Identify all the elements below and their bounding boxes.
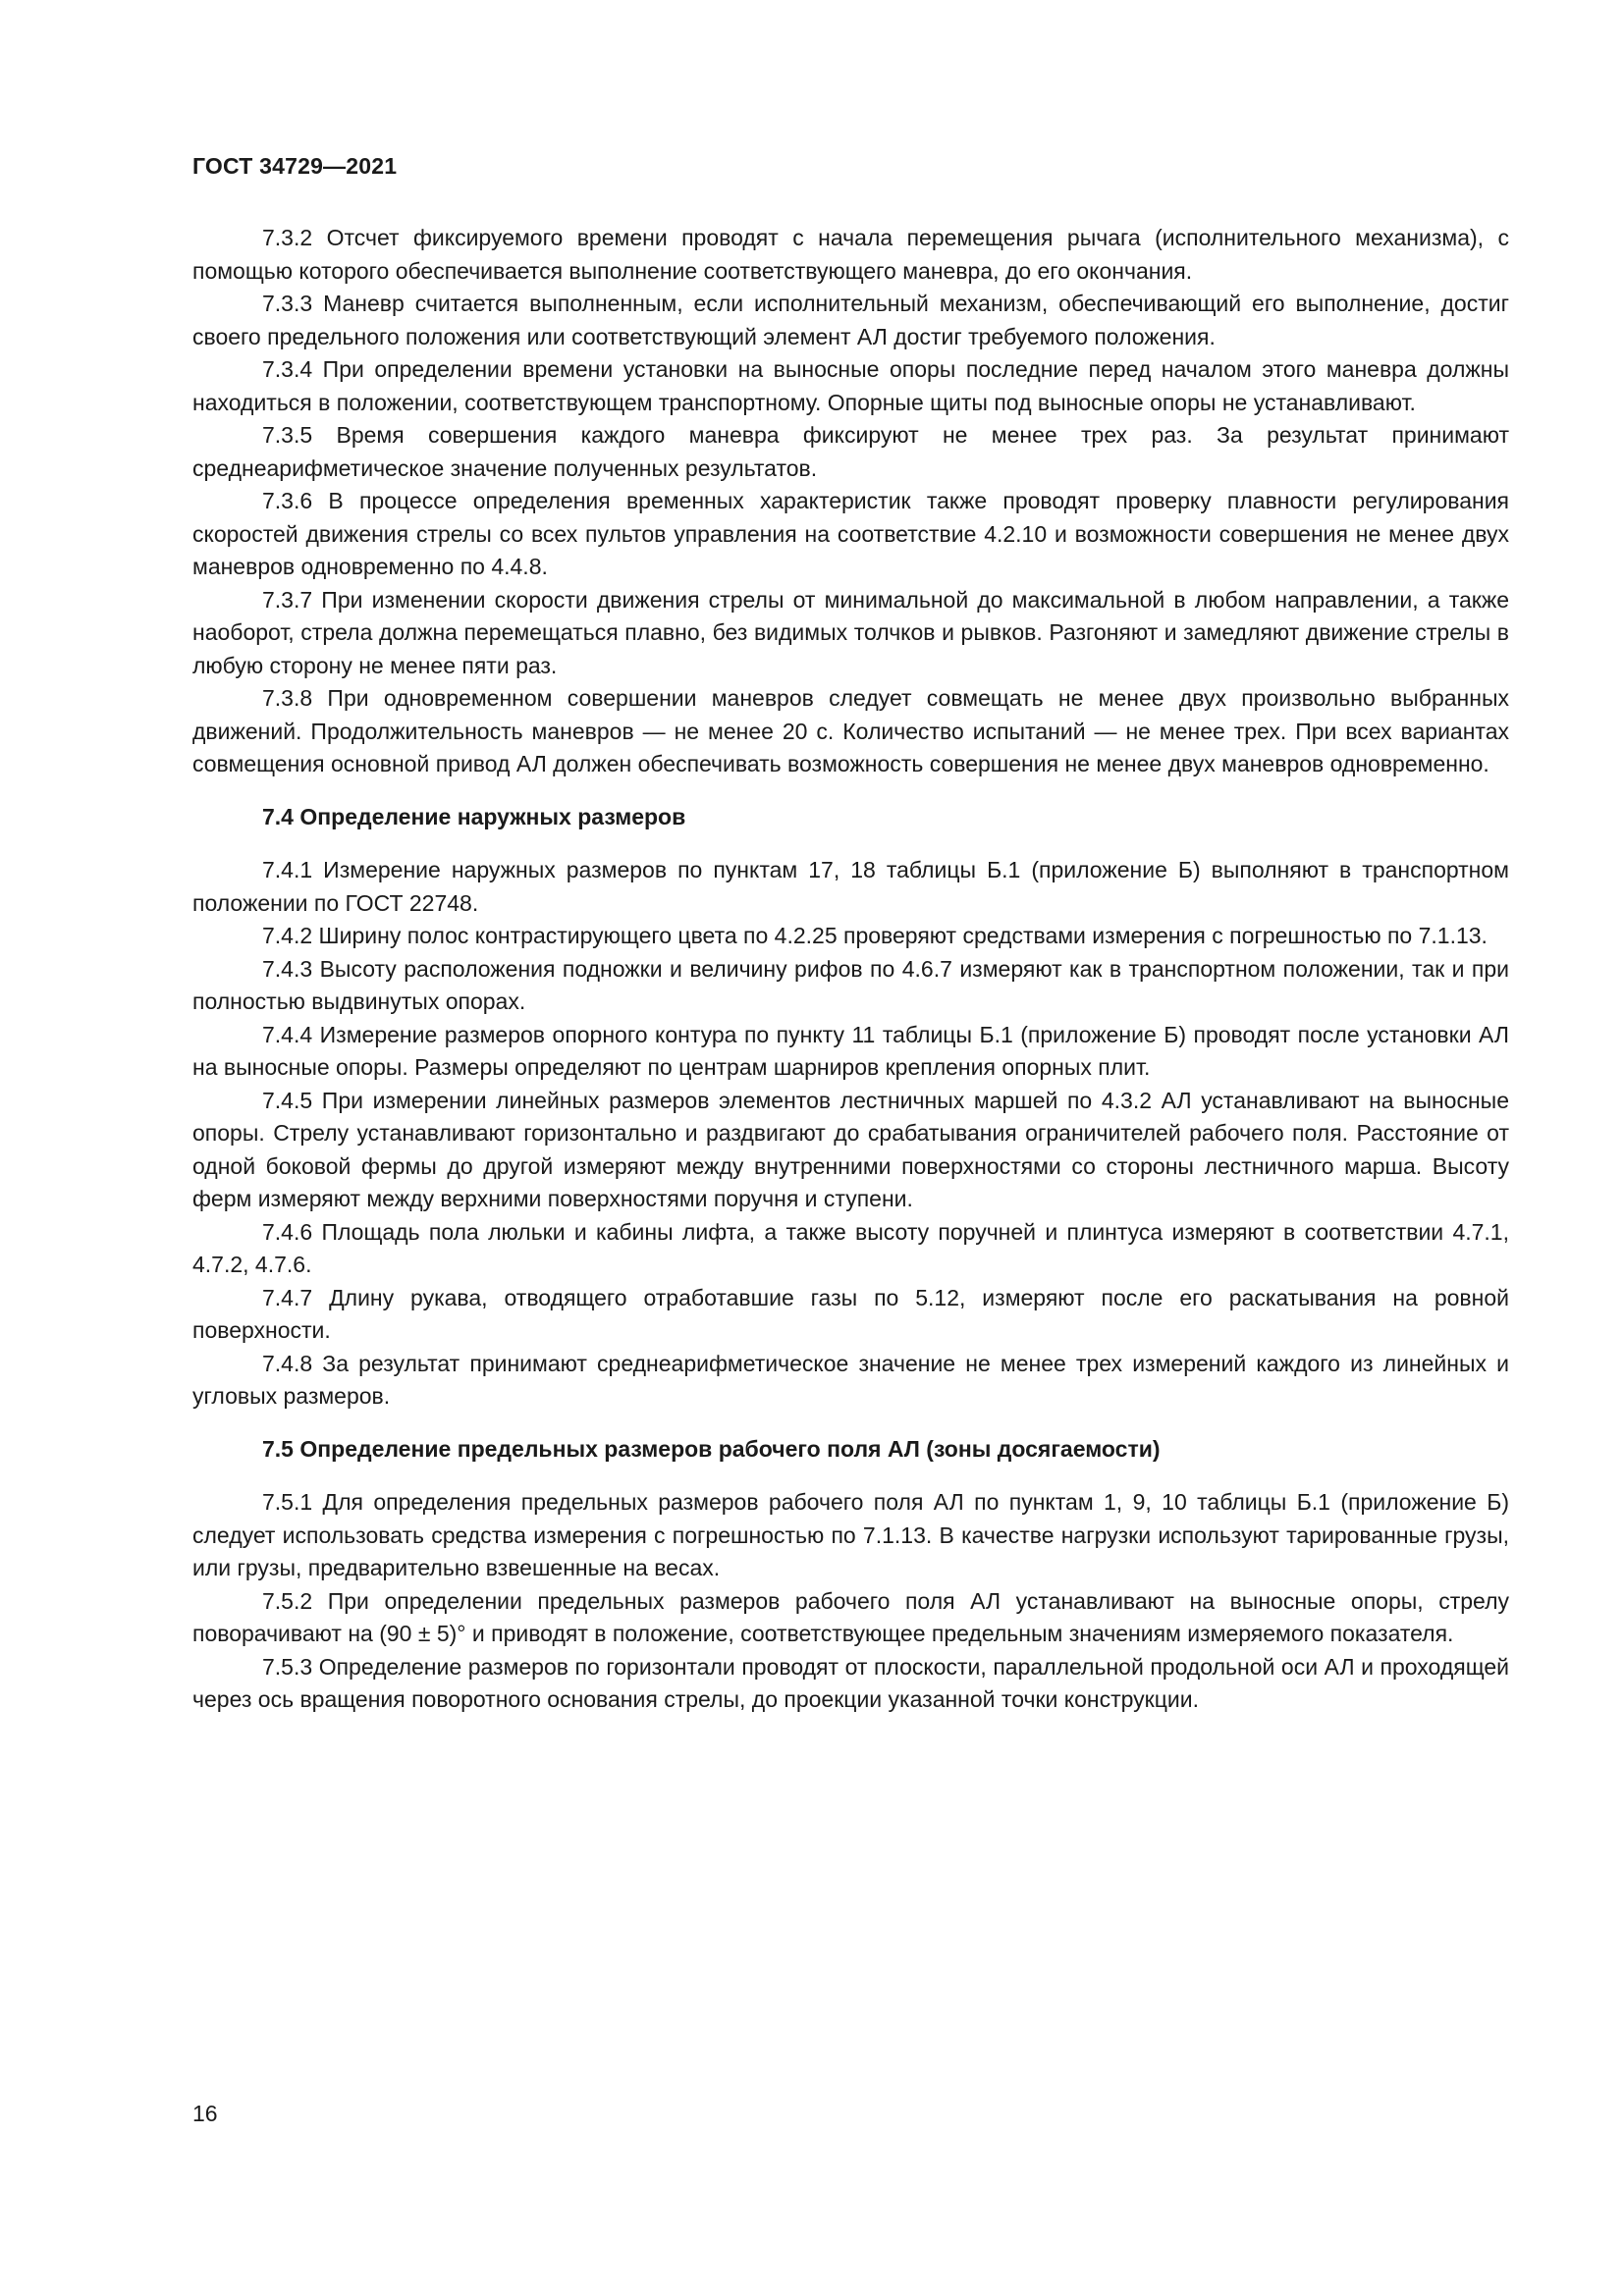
paragraph-7-5-1: 7.5.1 Для определения предельных размеров рабочего поля АЛ по пунктам 1, 9, 10 таблицы Б.1 (приложение Б) следует использовать средства измерения с погрешностью по 7.1.13. В качестве нагрузки используют тарированные грузы, или грузы, предварительно взвешенные на весах. xyxy=(192,1489,1509,1580)
paragraph-7-3-7: 7.3.7 При изменении скорости движения стрелы от минимальной до максимальной в любом направлении, а также наоборот, стрела должна перемещаться плавно, без видимых толчков и рывков. Разгоняют и замедляют движение стрелы в любую сторону не менее пяти раз. xyxy=(192,586,1509,678)
paragraph-7-3-2: 7.3.2 Отсчет фиксируемого времени проводят с начала перемещения рычага (исполнительного механизма), с помощью которого обеспечивается выполнение соответствующего маневра, до его окончания. xyxy=(192,225,1509,284)
document-header: ГОСТ 34729—2021 xyxy=(192,153,398,179)
paragraph-7-4-4: 7.4.4 Измерение размеров опорного контура по пункту 11 таблицы Б.1 (приложение Б) проводят после установки АЛ на выносные опоры. Размеры определяют по центрам шарниров крепления опорных плит. xyxy=(192,1021,1509,1080)
paragraph-7-5-2: 7.5.2 При определении предельных размеров рабочего поля АЛ устанавливают на выносные опоры, стрелу поворачивают на (90 ± 5)° и приводят в положение, соответствующее предельным значениям измеряемого показателя. xyxy=(192,1587,1509,1646)
paragraph-7-4-7: 7.4.7 Длину рукава, отводящего отработавшие газы по 5.12, измеряют после его раскатывания на ровной поверхности. xyxy=(192,1284,1509,1343)
paragraph-7-3-5: 7.3.5 Время совершения каждого маневра фиксируют не менее трех раз. За результат принимают среднеарифметическое значение полученных результатов. xyxy=(192,422,1509,481)
paragraph-7-3-6: 7.3.6 В процессе определения временных характеристик также проводят проверку плавности регулирования скоростей движения стрелы со всех пультов управления на соответствие 4.2.10 и возможности совершения не менее двух маневров одновременно по 4.4.8. xyxy=(192,488,1509,579)
paragraph-7-4-2: 7.4.2 Ширину полос контрастирующего цвета по 4.2.25 проверяют средствами измерения с погрешностью по 7.1.13. xyxy=(262,923,1488,948)
paragraph-7-4-3: 7.4.3 Высоту расположения подножки и величину рифов по 4.6.7 измеряют как в транспортном положении, так и при полностью выдвинутых опорах. xyxy=(192,955,1509,1014)
paragraph-7-4-8: 7.4.8 За результат принимают среднеарифметическое значение не менее трех измерений каждого из линейных и угловых размеров. xyxy=(192,1350,1509,1409)
paragraph-7-3-8: 7.3.8 При одновременном совершении маневров следует совмещать не менее двух произвольно выбранных движений. Продолжительность маневров — не менее 20 с. Количество испытаний — не менее трех. При всех вариантах совмещения основной привод АЛ должен обеспечивать возможность совершения не менее двух маневров одновременно. xyxy=(192,685,1509,776)
paragraph-7-4-1: 7.4.1 Измерение наружных размеров по пунктам 17, 18 таблицы Б.1 (приложение Б) выполняют в транспортном положении по ГОСТ 22748. xyxy=(192,857,1509,916)
paragraph-7-4-5: 7.4.5 При измерении линейных размеров элементов лестничных маршей по 4.3.2 АЛ устанавливают на выносные опоры. Стрелу устанавливают горизонтально и раздвигают до срабатывания ограничителей рабочего поля. Расстояние от одной боковой фермы до другой измеряют между внутренними поверхностями со стороны лестничного марша. Высоту ферм измеряют между верхними поверхностями поручня и ступени. xyxy=(192,1087,1509,1211)
paragraph-7-4-6: 7.4.6 Площадь пола люльки и кабины лифта, а также высоту поручней и плинтуса измеряют в соответствии 4.7.1, 4.7.2, 4.7.6. xyxy=(192,1218,1509,1277)
document-body xyxy=(192,222,1509,1717)
section-title-7-4: 7.4 Определение наружных размеров xyxy=(262,803,686,829)
section-title-7-5: 7.5 Определение предельных размеров рабочего поля АЛ (зоны досягаемости) xyxy=(262,1435,1161,1462)
paragraph-7-3-3: 7.3.3 Маневр считается выполненным, если исполнительный механизм, обеспечивающий его выполнение, достиг своего предельного положения или соответствующий элемент АЛ достиг требуемого положения. xyxy=(192,291,1509,349)
page-number: 16 xyxy=(192,2101,218,2126)
paragraph-7-5-3: 7.5.3 Определение размеров по горизонтали проводят от плоскости, параллельной продольной оси АЛ и проходящей через ось вращения поворотного основания стрелы, до проекции указанной точки конструкции. xyxy=(192,1653,1509,1712)
paragraph-7-3-4: 7.3.4 При определении времени установки на выносные опоры последние перед началом этого маневра должны находиться в положении, соответствующем транспортному. Опорные щиты под выносные опоры не устанавливают. xyxy=(192,356,1509,415)
